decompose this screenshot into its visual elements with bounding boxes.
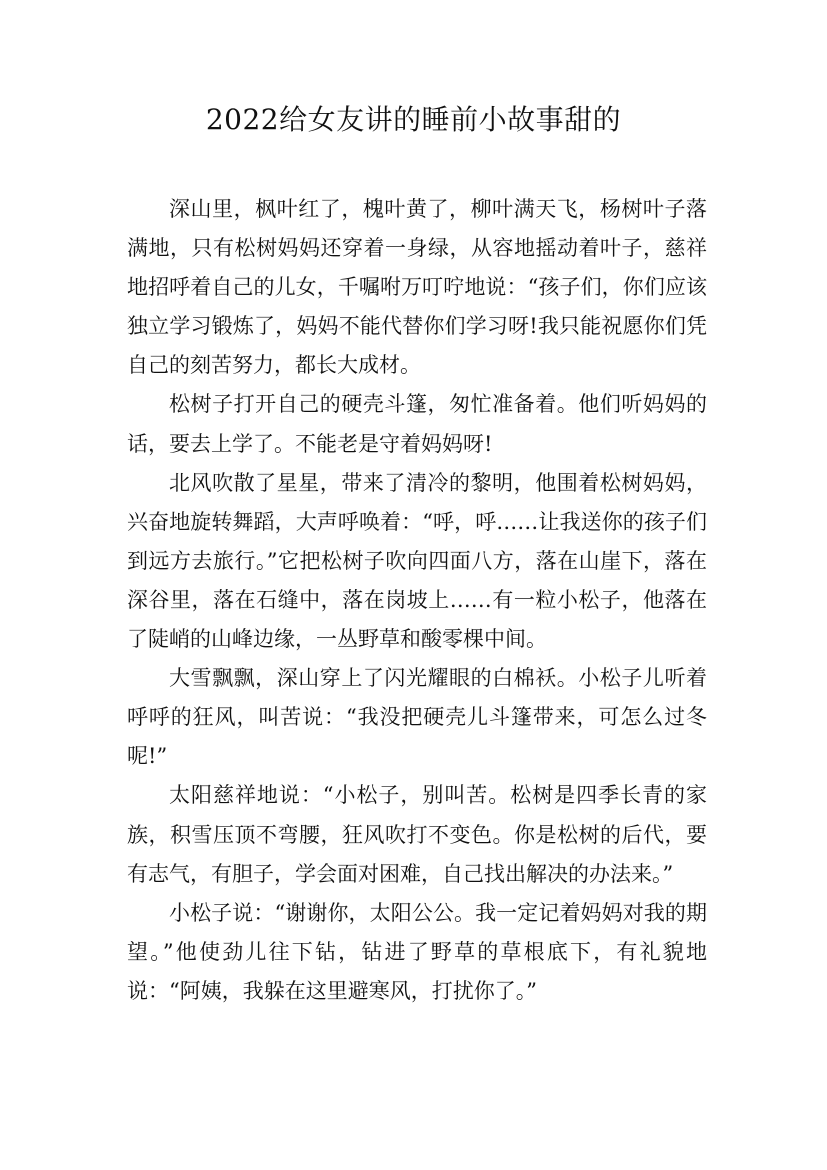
document-body [127, 190, 707, 1011]
paragraph-1: 深山里，枫叶红了，槐叶黄了，柳叶满天飞，杨树叶子落满地，只有松树妈妈还穿着一身绿，从容地摇动着叶子，慈祥地招呼着自己的儿女，千嘱咐万叮咛地说：“孩子们，你们应该独立学习锻炼了，妈妈不能代替你们学习呀!我只能祝愿你们凭自己的刻苦努力，都长大成材。 [127, 197, 707, 378]
paragraph-5: 太阳慈祥地说：“小松子，别叫苦。松树是四季长青的家族，积雪压顶不弯腰，狂风吹打不变色。你是松树的后代，要有志气，有胆子，学会面对困难，自己找出解决的办法来。” [127, 783, 707, 886]
paragraph-3: 北风吹散了星星，带来了清冷的黎明，他围着松树妈妈，兴奋地旋转舞蹈，大声呼唤着：“呼，呼……让我送你的孩子们到远方去旅行。”它把松树子吹向四面八方，落在山崖下，落在深谷里，落在石缝中，落在岗坡上……有一粒小松子，他落在了陡峭的山峰边缘，一丛野草和酸零棵中间。 [127, 470, 707, 652]
paragraph-4: 大雪飘飘，深山穿上了闪光耀眼的白棉袄。小松子儿听着呼呼的狂风，叫苦说：“我没把硬壳儿斗篷带来，可怎么过冬呢!” [127, 666, 707, 769]
paragraph-6: 小松子说：“谢谢你，太阳公公。我一定记着妈妈对我的期望。”他使劲儿往下钻，钻进了野草的草根底下，有礼貌地说：“阿姨，我躲在这里避寒风，打扰你了。” [127, 900, 707, 1003]
paragraph-2: 松树子打开自己的硬壳斗篷，匆忙准备着。他们听妈妈的话，要去上学了。不能老是守着妈妈呀! [127, 392, 707, 456]
document-title: 2022给女友讲的睡前小故事甜的 [205, 103, 622, 136]
